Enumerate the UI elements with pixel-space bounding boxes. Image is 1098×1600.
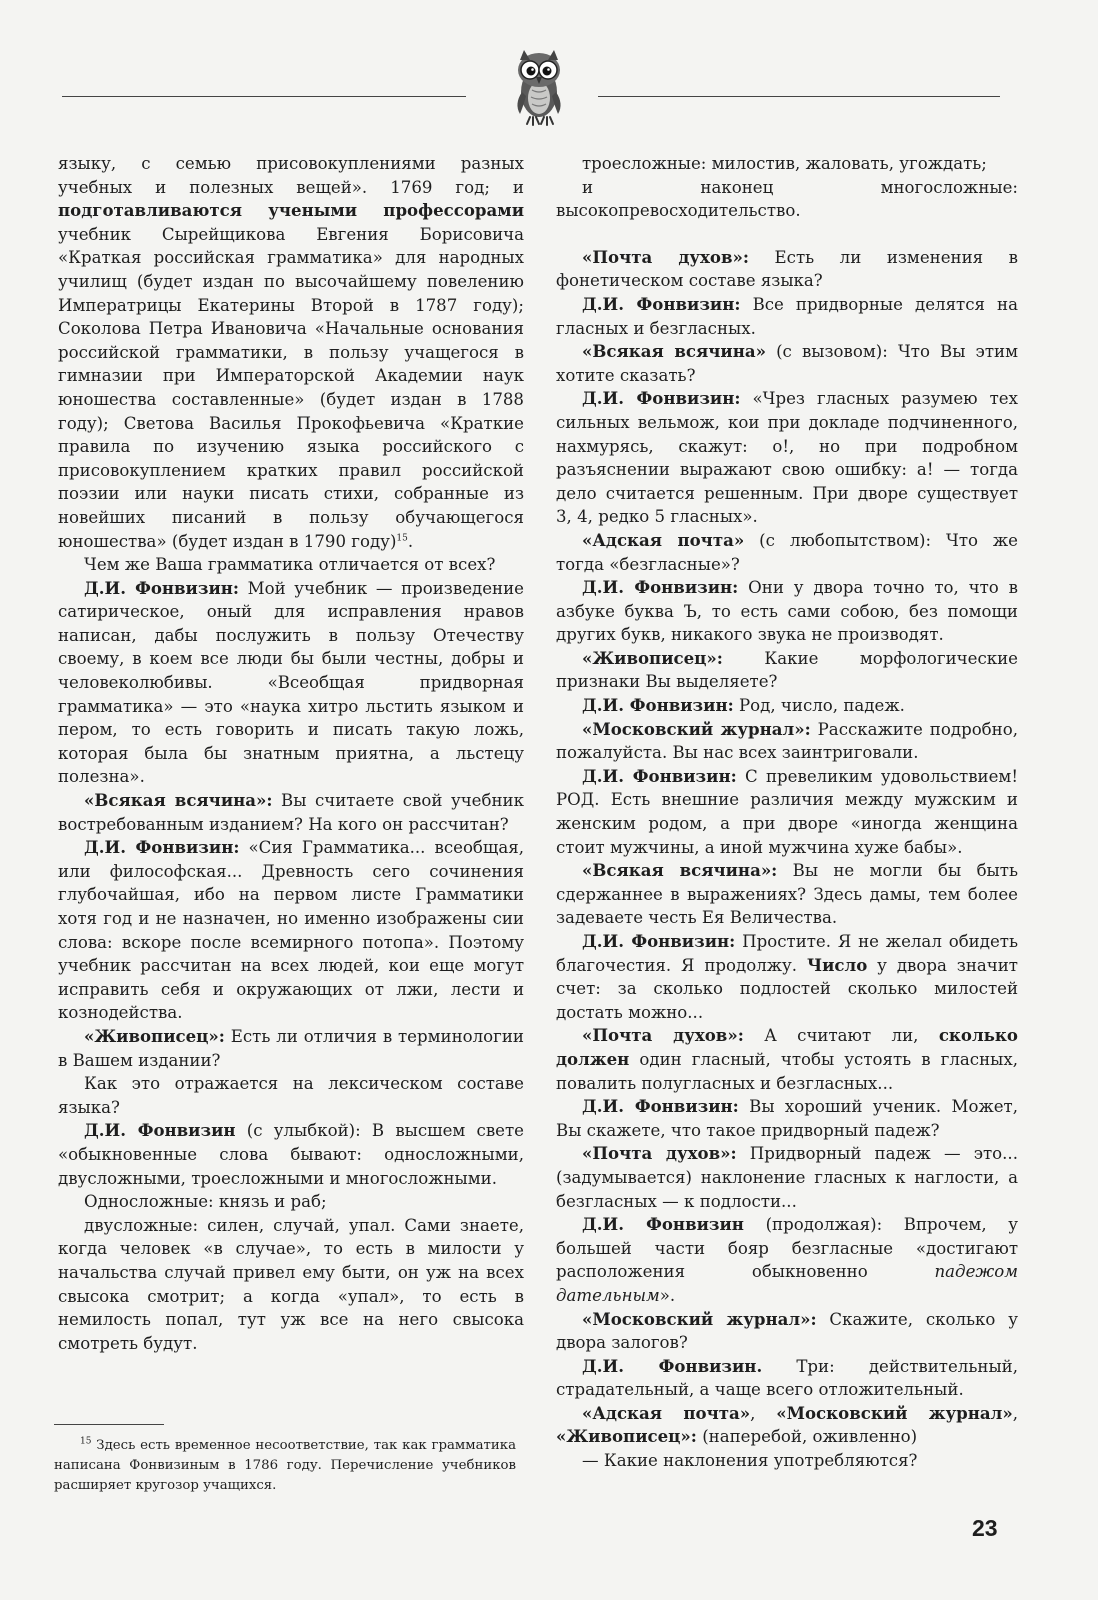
text-run: А считают ли, bbox=[743, 1026, 939, 1046]
text-run: падежом дательным bbox=[556, 1262, 1018, 1305]
paragraph bbox=[556, 1024, 1018, 1095]
text-run: Мой учебник — произведение сатирическое, оный для исправления нравов написан, дабы послужить в пользу Отечеству своему, в коем все люди бы были честны, добры и человеколюбивы. «Всеобщая придворная грамматика» — это «наука хитро льстить языком и пером, то есть говорить и писать такую ложь, которая была бы знатным приятна, а льстецу полезна». bbox=[58, 578, 524, 787]
speaker-label: Д.И. Фонвизин: bbox=[582, 577, 739, 598]
speaker-label: «Адская почта» bbox=[582, 529, 745, 550]
paragraph bbox=[58, 789, 524, 836]
text-run: Три: действительный, страдательный, а чаще всего отложительный. bbox=[556, 1356, 1018, 1400]
paragraph bbox=[58, 152, 524, 553]
paragraph bbox=[556, 387, 1018, 529]
paragraph bbox=[556, 1213, 1018, 1307]
text-run: Расскажите подробно, пожалуйста. Вы нас всех заинтриговали. bbox=[556, 719, 1018, 763]
footnote bbox=[54, 1436, 516, 1496]
paragraph bbox=[556, 1355, 1018, 1402]
text-run: С превеликим удовольствием! РОД. Есть внешние различия между мужским и женским родом, а при дворе «иногда женщина стоит мужчины, а иной мужчина хуже бабы». bbox=[556, 766, 1018, 857]
paragraph bbox=[556, 176, 1018, 223]
footnote-text: Здесь есть временное несоответствие, так как грамматика написана Фонвизиным в 1786 году. Перечисление учебников расширяет кругозор учащихся. bbox=[54, 1438, 516, 1493]
paragraph bbox=[556, 152, 1018, 176]
text-run: (наперебой, оживленно) bbox=[696, 1427, 918, 1447]
paragraph bbox=[556, 293, 1018, 340]
speaker-label: Д.И. Фонвизин: bbox=[582, 931, 736, 951]
speaker-label: «Почта духов»: bbox=[582, 1025, 744, 1046]
paragraph bbox=[556, 246, 1018, 293]
paragraph bbox=[556, 718, 1018, 765]
text-run: Вы считаете свой учебник востребованным изданием? На кого он рассчитан? bbox=[58, 791, 524, 834]
speaker-label: Д.И. Фонвизин: bbox=[582, 1096, 739, 1117]
footnote-rule bbox=[54, 1424, 164, 1425]
text-run: Вы не могли бы быть сдержаннее в выражениях? Здесь дамы, тем более задеваете честь Ея Величества. bbox=[556, 861, 1018, 928]
paragraph bbox=[556, 765, 1018, 859]
paragraph bbox=[58, 1119, 524, 1190]
paragraph bbox=[556, 1449, 1018, 1473]
paragraph bbox=[58, 1025, 524, 1072]
paragraph bbox=[556, 1308, 1018, 1355]
text-run: Вы хороший ученик. Может, Вы скажете, что такое придворный падеж? bbox=[556, 1097, 1018, 1140]
text-run: (с вызовом): Что Вы этим хотите сказать? bbox=[556, 342, 1018, 385]
text-run: , bbox=[750, 1403, 777, 1423]
text-run: учебник Сырейщикова Евгения Борисовича «Краткая российская грамматика» для народных училищ (будет издан по высочайшему повелению Императрицы Екатерины Второй в 1787 году); Соколова Петра Ивановича «Начальные основания российской грамматики, в пользу учащегося в гимназии при Императорской Академии наук юношества составленные» (будет издан в 1788 году); Светова Василья Прокофьевича «Краткие правила по изучению языка российского с присовокуплением кратких правил российской поэзии или науки писать стихи, собранные из новейших писаний в пользу обучающегося юношества» (будет издан в 1790 году) bbox=[58, 224, 524, 551]
text-run: Как это отражается на лексическом составе языка? bbox=[58, 1074, 524, 1117]
speaker-label: «Всякая всячина» bbox=[582, 341, 766, 362]
footnote-mark: 15 bbox=[80, 1436, 92, 1447]
text-run: Придворный падеж — это... (задумывается) наклонение гласных к наглости, а безгласных — к подлости... bbox=[556, 1144, 1018, 1211]
speaker-label: Д.И. Фонвизин bbox=[84, 1120, 236, 1141]
text-run: языку, с семью присовокуплениями разных учебных и полезных вещей». 1769 год; и bbox=[58, 154, 524, 197]
speaker-label: «Живописец»: bbox=[84, 1025, 225, 1046]
speaker-label: Д.И. Фонвизин bbox=[582, 1214, 744, 1235]
footnote-ref: 15 bbox=[396, 532, 408, 543]
text-run: Скажите, сколько у двора залогов? bbox=[556, 1309, 1019, 1353]
speaker-label: «Почта духов»: bbox=[582, 1143, 737, 1164]
paragraph bbox=[58, 577, 524, 789]
text-run: (с любопытством): Что же тогда «безгласные»? bbox=[556, 530, 1019, 574]
paragraph bbox=[556, 1402, 1018, 1449]
header-rule-right bbox=[598, 96, 1000, 97]
text-run: Какие морфологические признаки Вы выделяете? bbox=[556, 648, 1018, 692]
paragraph bbox=[58, 1072, 524, 1119]
text-run: у двора значит счет: за сколько подлостей сколько милостей достать можно... bbox=[556, 955, 1018, 1022]
text-run: «Чрез гласных разумею тех сильных вельмож, кои при докладе подчиненного, нахмурясь, скажут: о!, но при подробном разъяснении выражают свою ошибку: а! — тогда дело считается решенным. При дворе существует 3, 4, редко 5 гласных». bbox=[556, 389, 1018, 527]
paragraph bbox=[556, 576, 1018, 647]
owl-icon bbox=[508, 48, 570, 128]
text-run: Есть ли отличия в терминологии в Вашем издании? bbox=[58, 1026, 524, 1070]
paragraph bbox=[58, 836, 524, 1025]
paragraph bbox=[556, 859, 1018, 930]
text-run: Простите. Я не желал обидеть благочестия. Я продолжу. bbox=[556, 932, 1018, 975]
speaker-label: подготавливаются учеными профессорами bbox=[58, 200, 524, 221]
header-rule-left bbox=[62, 96, 466, 97]
speaker-label: Д.И. Фонвизин: bbox=[582, 388, 741, 409]
text-run: Чем же Ваша грамматика отличается от всех? bbox=[84, 555, 496, 575]
page-number: 23 bbox=[972, 1515, 998, 1541]
text-run: Односложные: князь и раб; bbox=[84, 1192, 327, 1212]
paragraph bbox=[556, 1142, 1018, 1213]
text-run: и наконец многосложные: высокопревосходительство. bbox=[556, 177, 1018, 221]
paragraph bbox=[556, 340, 1018, 387]
paragraph bbox=[556, 529, 1018, 576]
speaker-label: Д.И. Фонвизин: bbox=[582, 293, 741, 314]
paragraph bbox=[58, 1214, 524, 1356]
speaker-label: Д.И. Фонвизин. bbox=[582, 1355, 763, 1376]
speaker-label: «Всякая всячина»: bbox=[84, 790, 273, 811]
text-run: Род, число, падеж. bbox=[733, 696, 905, 716]
paragraph bbox=[58, 1190, 524, 1214]
paragraph bbox=[556, 694, 1018, 718]
text-run: Все придворные делятся на гласных и безгласных. bbox=[556, 294, 1018, 338]
text-run: — Какие наклонения употребляются? bbox=[582, 1451, 918, 1471]
paragraph bbox=[556, 647, 1018, 694]
speaker-label: «Московский журнал»: bbox=[582, 718, 811, 739]
text-run: ». bbox=[659, 1285, 676, 1305]
speaker-label: «Почта духов»: bbox=[582, 246, 749, 267]
text-run: (с улыбкой): В высшем свете «обыкновенные слова бывают: односложными, двусложными, троесложными и многосложными. bbox=[58, 1121, 524, 1188]
speaker-label: «Живописец»: bbox=[556, 1426, 697, 1447]
text-run: троесложные: милостив, жаловать, угождать; bbox=[582, 154, 987, 173]
text-run: Есть ли изменения в фонетическом составе языка? bbox=[556, 247, 1018, 291]
speaker-label: Д.И. Фонвизин: bbox=[84, 577, 240, 598]
speaker-label: Число bbox=[806, 954, 868, 975]
text-run: «Сия Грамматика... всеобщая, или философская... Древность сего сочинения глубочайшая, ибо на первом листе Грамматики хотя год и не назначен, но именно изображены сии слова: вскоре после всемирного потопа». Поэтому учебник рассчитан на всех людей, кои еще могут исправить себя и окружающих от лжи, лести и кознодейства. bbox=[58, 838, 524, 1023]
speaker-label: «Адская почта» bbox=[582, 1402, 751, 1423]
right-column bbox=[556, 152, 1018, 1473]
speaker-label: сколько должен bbox=[556, 1025, 1018, 1069]
text-run: (продолжая): Впрочем, у большей части бояр безгласные «достигают расположения обыкновенно bbox=[556, 1215, 1018, 1282]
paragraph bbox=[556, 1095, 1018, 1142]
paragraph bbox=[556, 930, 1018, 1024]
speaker-label: «Живописец»: bbox=[582, 647, 723, 668]
speaker-label: «Всякая всячина»: bbox=[582, 860, 778, 881]
speaker-label: Д.И. Фонвизин: bbox=[84, 837, 240, 858]
speaker-label: «Московский журнал»: bbox=[582, 1308, 817, 1329]
text-run: . bbox=[407, 531, 414, 551]
text-run: , bbox=[1012, 1403, 1018, 1423]
left-column bbox=[58, 152, 524, 1355]
speaker-label: Д.И. Фонвизин: bbox=[582, 765, 737, 786]
text-run: двусложные: силен, случай, упал. Сами знаете, когда человек «в случае», то есть в милости у начальства случай привел ему быти, он уж на всех свысока смотрит; а когда «упал», то есть в немилость попал, тут уж все на него свысока смотреть будут. bbox=[58, 1215, 524, 1353]
paragraph bbox=[58, 553, 524, 577]
speaker-label: Д.И. Фонвизин: bbox=[582, 695, 734, 716]
text-run: Они у двора точно то, что в азбуке буква Ъ, то есть сами собою, без помощи других букв, никакого звука не производят. bbox=[556, 578, 1018, 645]
text-run: один гласный, чтобы устоять в гласных, повалить полугласных и безгласных... bbox=[556, 1049, 1018, 1093]
speaker-label: «Московский журнал» bbox=[776, 1402, 1013, 1423]
